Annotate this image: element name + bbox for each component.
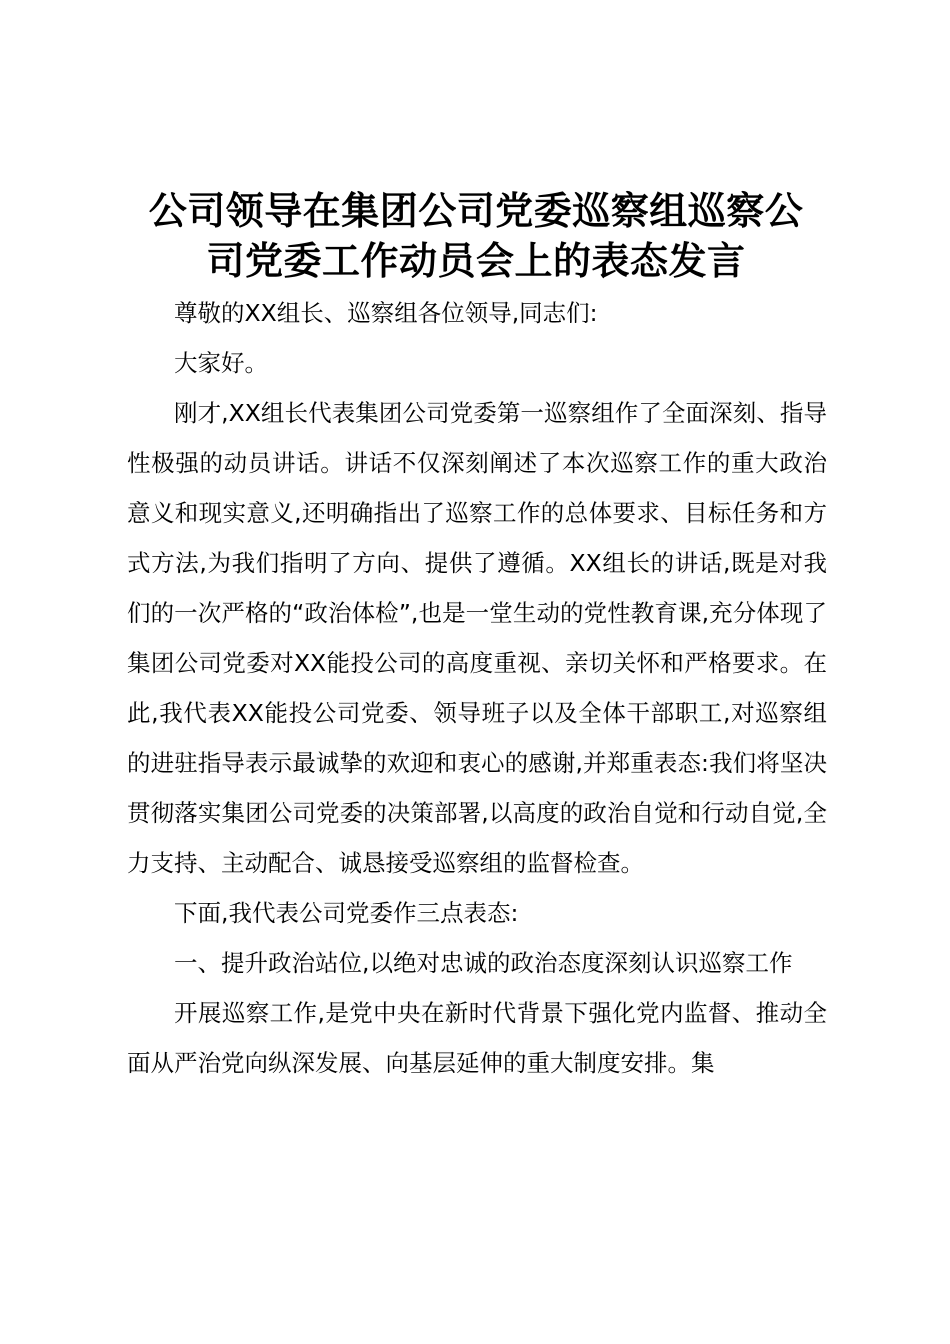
- intro-points-paragraph: 下面,我代表公司党委作三点表态:: [174, 899, 519, 927]
- salutation-paragraph: 尊敬的XX组长、巡察组各位领导,同志们:: [174, 299, 598, 327]
- title-line-1: 公司领导在集团公司党委巡察组巡察公: [148, 188, 804, 233]
- greeting-paragraph: 大家好。: [174, 349, 268, 377]
- document-body: [127, 288, 827, 1088]
- section-heading-1: 一、提升政治站位,以绝对忠诚的政治态度深刻认识巡察工作: [174, 949, 793, 977]
- document-title: [126, 186, 826, 286]
- section-1-paragraph: 开展巡察工作,是党中央在新时代背景下强化党内监督、推动全面从严治党向纵深发展、向基层延伸的重大制度安排。集: [127, 999, 827, 1077]
- opening-paragraph: 刚才,XX组长代表集团公司党委第一巡察组作了全面深刻、指导性极强的动员讲话。讲话不仅深刻阐述了本次巡察工作的重大政治意义和现实意义,还明确指出了巡察工作的总体要求、目标任务和方式方法,为我们指明了方向、提供了遵循。XX组长的讲话,既是对我们的一次严格的“政治体检”,也是一堂生动的党性教育课,充分体现了集团公司党委对XX能投公司的高度重视、亲切关怀和严格要求。在此,我代表XX能投公司党委、领导班子以及全体干部职工,对巡察组的进驻指导表示最诚挚的欢迎和衷心的感谢,并郑重表态:我们将坚决贯彻落实集团公司党委的决策部署,以高度的政治自觉和行动自觉,全力支持、主动配合、诚恳接受巡察组的监督检查。: [127, 399, 827, 877]
- title-line-2: 司党委工作动员会上的表态发言: [206, 238, 746, 283]
